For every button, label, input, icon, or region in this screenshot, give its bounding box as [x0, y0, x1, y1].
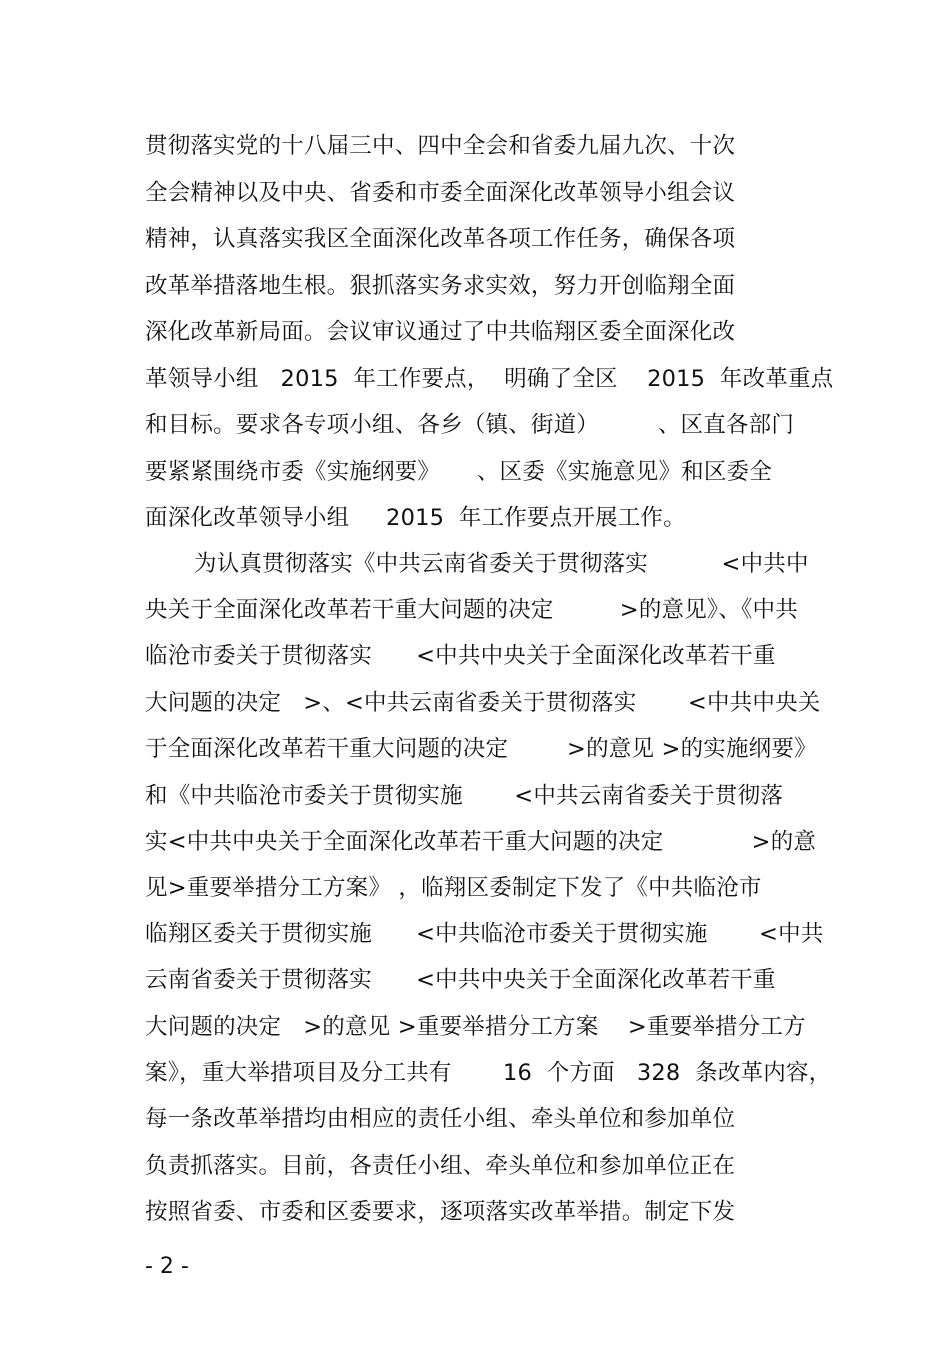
text-line: 全会精神以及中央、省委和市委全面深化改革领导小组会议	[145, 180, 736, 206]
page-number: - 2 -	[145, 1254, 189, 1279]
text-line: 革领导小组 2015 年工作要点， 明确了全区 2015 年改革重点	[145, 366, 834, 392]
text-line-indented: 为认真贯彻落实《中共云南省委关于贯彻落实 <中共中	[194, 551, 809, 577]
text-line: 面深化改革领导小组 2015 年工作要点开展工作。	[145, 505, 686, 531]
text-line: 见>重要举措分工方案》 ，临翔区委制定下发了《中共临沧市	[145, 875, 762, 901]
text-line: 实<中共中央关于全面深化改革若干重大问题的决定 >的意	[145, 829, 817, 855]
text-line: 于全面深化改革若干重大问题的决定 >的意见 >的实施纲要》	[145, 736, 817, 762]
text-line: 改革举措落地生根。狠抓落实务求实效，努力开创临翔全面	[145, 273, 736, 299]
text-line: 央关于全面深化改革若干重大问题的决定 >的意见》、《中共	[145, 597, 798, 623]
text-line: 大问题的决定 >、<中共云南省委关于贯彻落实 <中共中央关	[145, 690, 821, 716]
text-line: 负责抓落实。目前，各责任小组、牵头单位和参加单位正在	[145, 1153, 736, 1179]
text-line: 深化改革新局面。会议审议通过了中共临翔区委全面深化改	[145, 319, 736, 345]
text-line: 临翔区委关于贯彻实施 <中共临沧市委关于贯彻实施 <中共	[145, 921, 824, 947]
text-line: 大问题的决定 >的意见 >重要举措分工方案 >重要举措分工方	[145, 1014, 806, 1040]
text-line: 临沧市委关于贯彻落实 <中共中央关于全面深化改革若干重	[145, 643, 776, 669]
text-line: 按照省委、市委和区委要求，逐项落实改革举措。制定下发	[145, 1199, 736, 1225]
text-line: 案》，重大举措项目及分工共有 16 个方面 328 条改革内容，	[145, 1060, 832, 1086]
text-line: 和目标。要求各专项小组、各乡（镇、街道） 、区直各部门	[145, 412, 795, 438]
text-line: 云南省委关于贯彻落实 <中共中央关于全面深化改革若干重	[145, 967, 776, 993]
text-line: 要紧紧围绕市委《实施纲要》 、区委《实施意见》和区委全	[145, 459, 772, 485]
text-line: 和《中共临沧市委关于贯彻实施 <中共云南省委关于贯彻落	[145, 783, 784, 809]
text-line: 贯彻落实党的十八届三中、四中全会和省委九届九次、十次	[145, 133, 736, 159]
text-line: 精神，认真落实我区全面深化改革各项工作任务，确保各项	[145, 226, 736, 252]
text-line: 每一条改革举措均由相应的责任小组、牵头单位和参加单位	[145, 1106, 736, 1132]
